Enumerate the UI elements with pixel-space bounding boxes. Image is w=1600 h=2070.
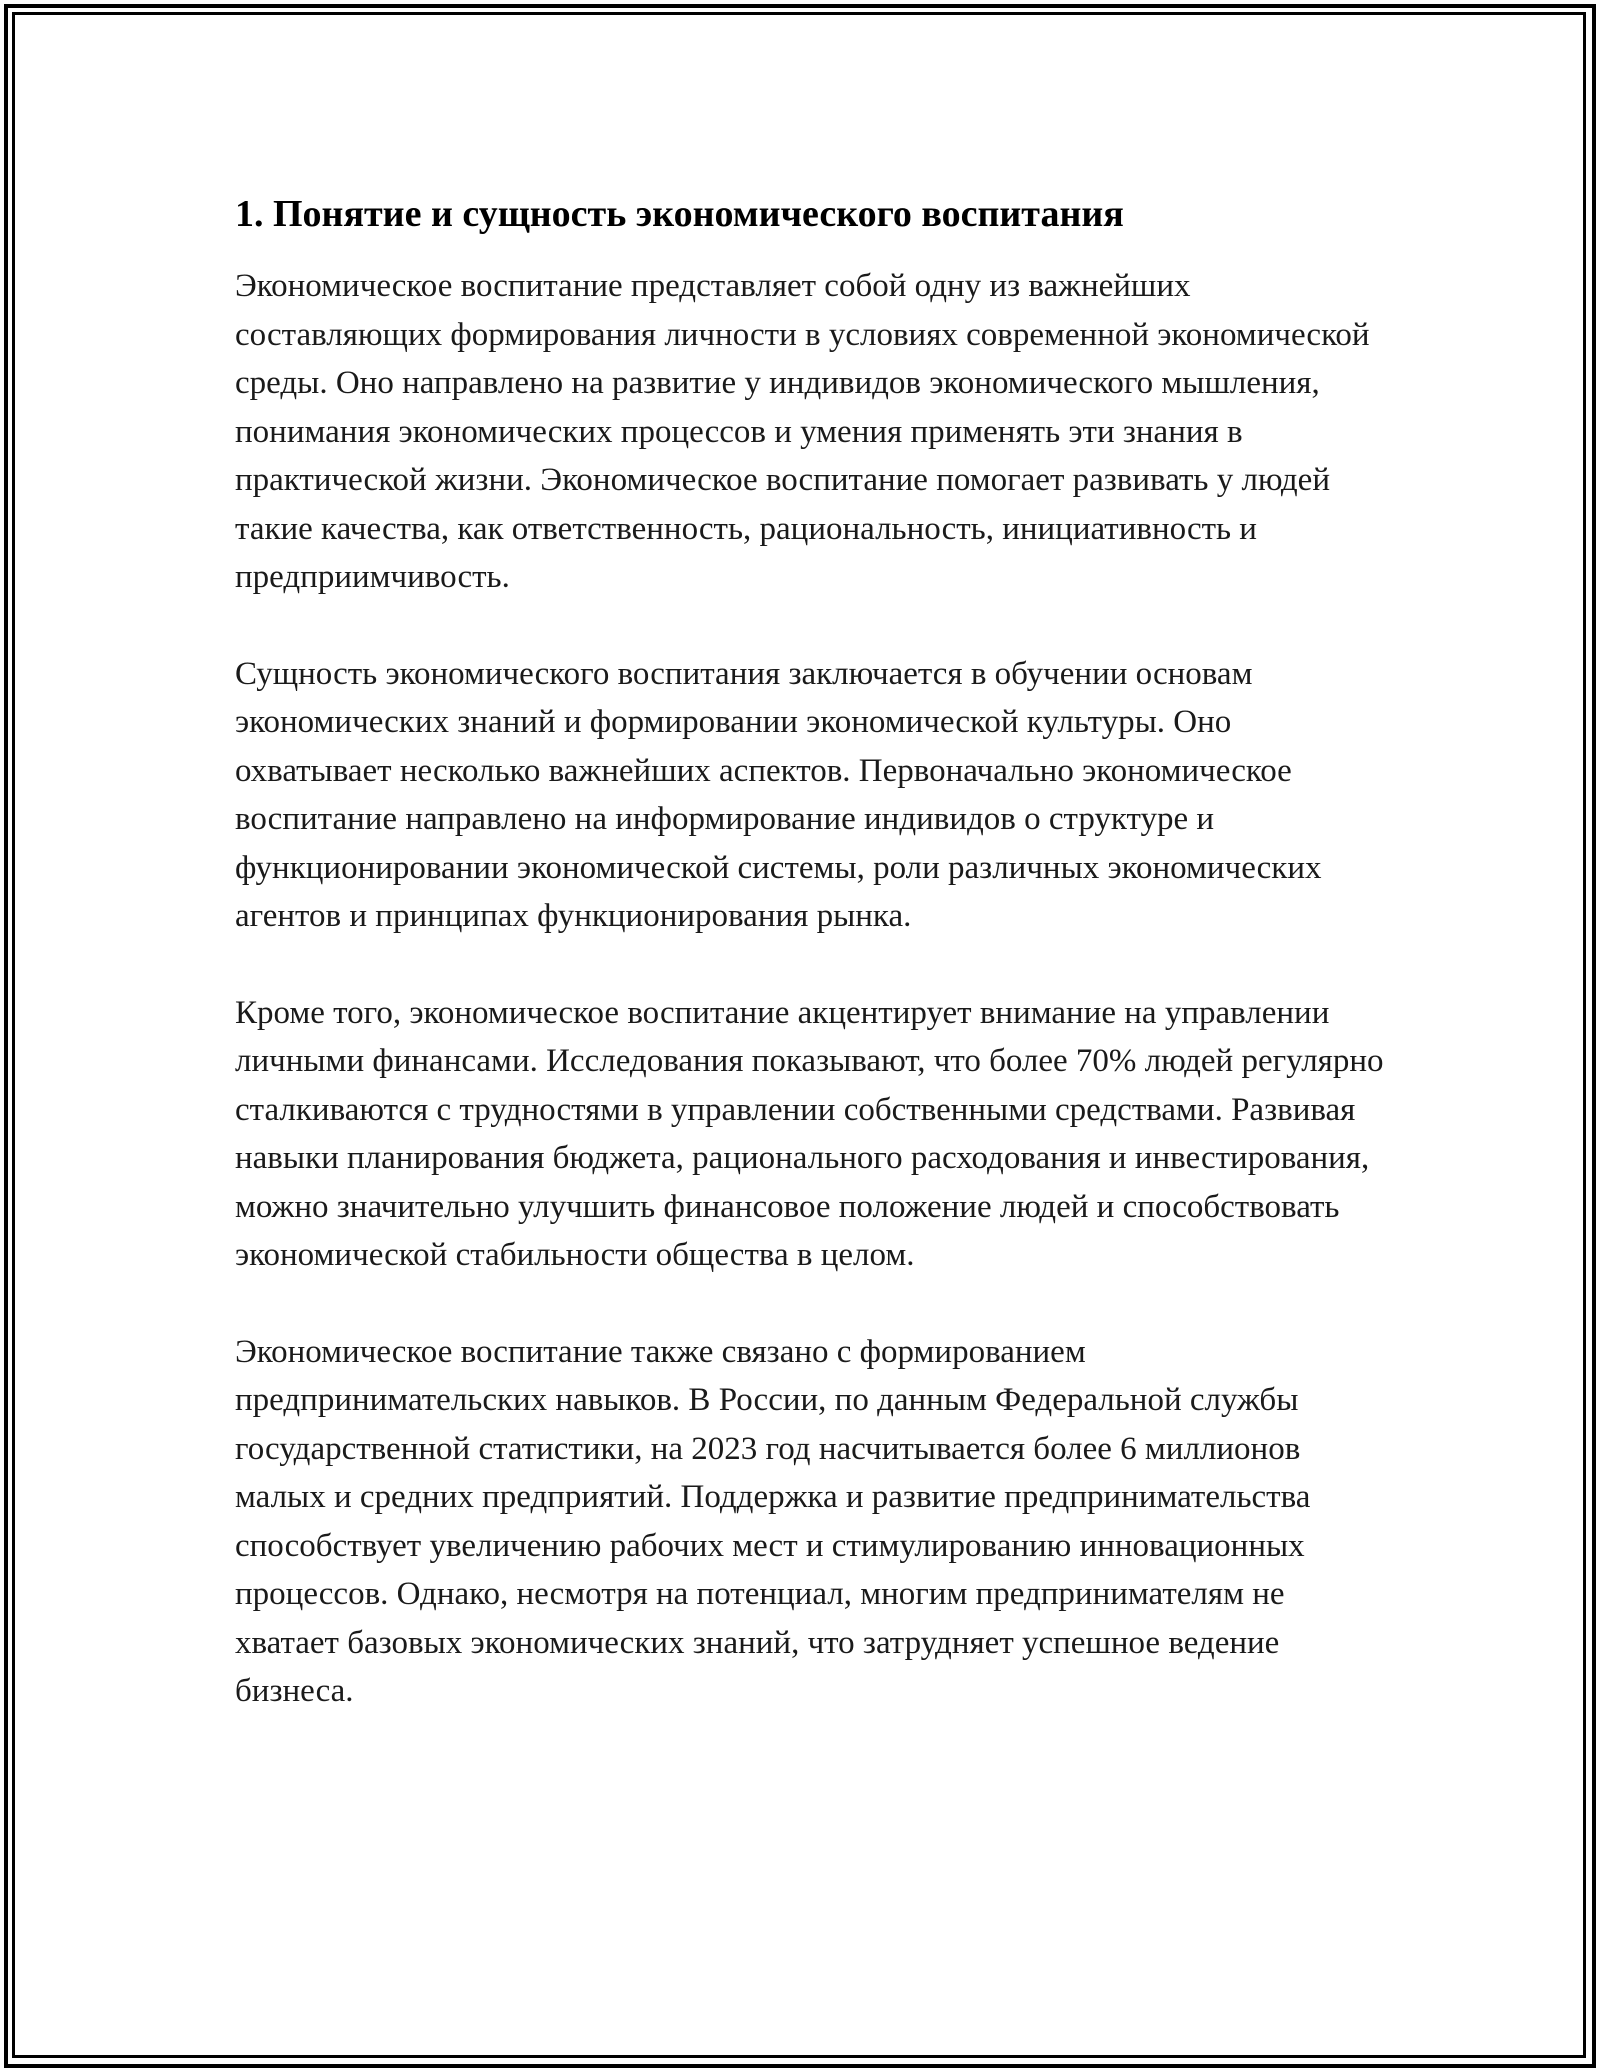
section-heading: 1. Понятие и сущность экономического воспитания: [235, 193, 1124, 235]
paragraph-3: Кроме того, экономическое воспитание акцентирует внимание на управлении личными финансами. Исследования показывают, что более 70% людей регулярно сталкиваются с трудностями в управлении собственными средствами. Развивая навыки планирования бюджета, рационального расходования и инвестирования, можно значительно улучшить финансовое положение людей и способствовать экономической стабильности общества в целом.: [235, 994, 1384, 1273]
paragraph-4: Экономическое воспитание также связано с формированием предпринимательских навыков. В России, по данным Федеральной службы государственной статистики, на 2023 год насчитывается более 6 миллионов малых и средних предприятий. Поддержка и развитие предпринимательства способствует увеличению рабочих мест и стимулированию инновационных процессов. Однако, несмотря на потенциал, многим предпринимателям не хватает базовых экономических знаний, что затрудняет успешное ведение бизнеса.: [235, 1333, 1311, 1709]
document-body: [235, 188, 1385, 1716]
paragraph-2: Сущность экономического воспитания заключается в обучении основам экономических знаний и формировании экономической культуры. Оно охватывает несколько важнейших аспектов. Первоначально экономическое воспитание направлено на информирование индивидов о структуре и функционировании экономической системы, роли различных экономических агентов и принципах функционирования рынка.: [235, 655, 1322, 934]
paragraph-1: Экономическое воспитание представляет собой одну из важнейших составляющих формирования личности в условиях современной экономической среды. Оно направлено на развитие у индивидов экономического мышления, понимания экономических процессов и умения применять эти знания в практической жизни. Экономическое воспитание помогает развивать у людей такие качества, как ответственность, рациональность, инициативность и предприимчивость.: [235, 268, 1370, 595]
